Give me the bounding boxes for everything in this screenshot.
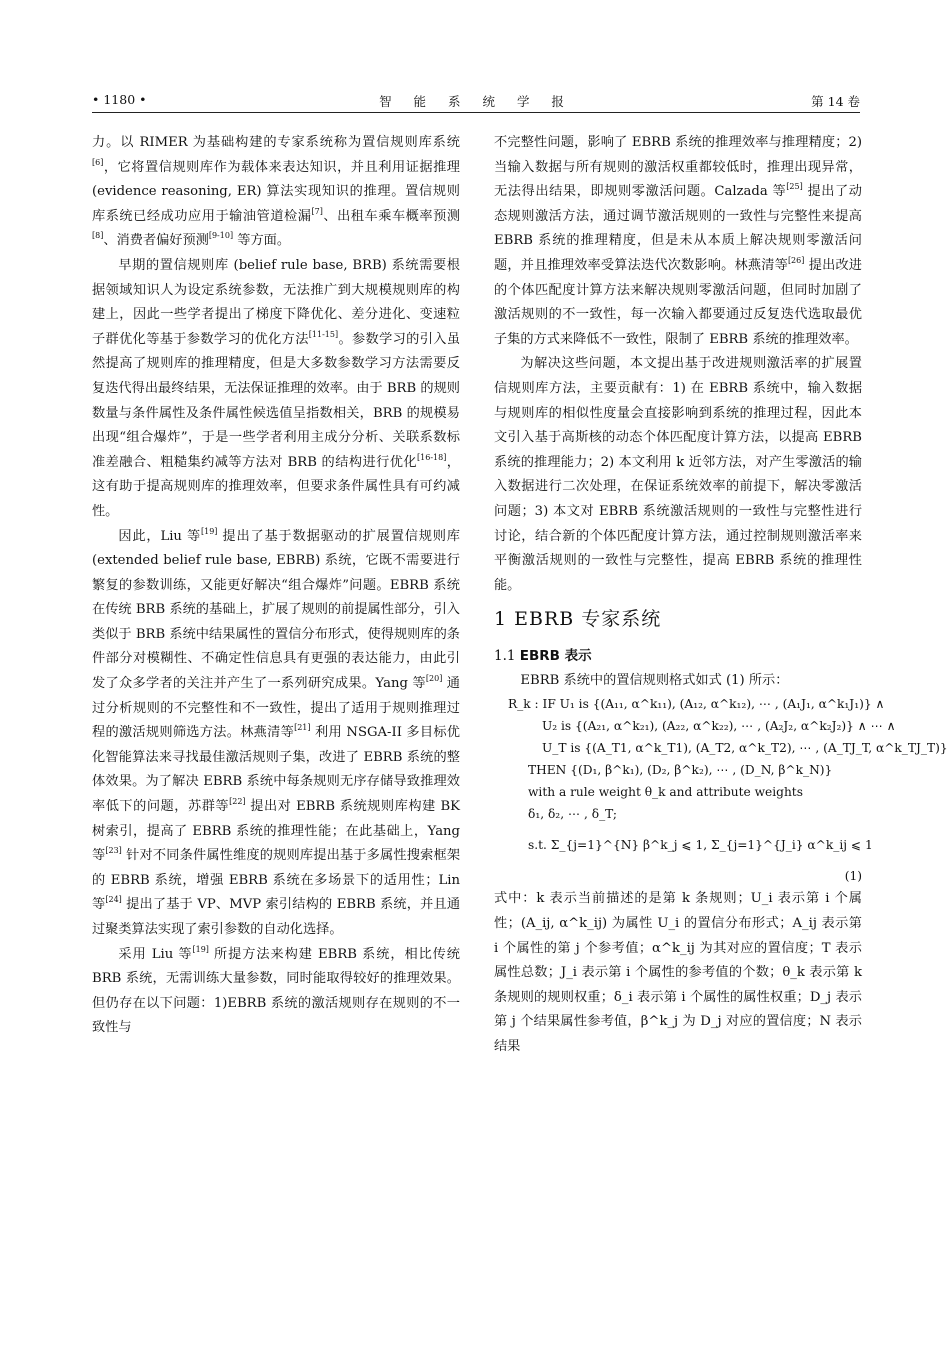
paragraph-symbol-definitions: 式中：k 表示当前描述的是第 k 条规则；U_i 表示第 i 个属性；(A_ij, α^k_ij) 为属性 U_i 的置信分布形式；A_ij 表示第 i 个属性的第 j 个参考值；α^k_ij 为其对应的置信度；T 表示属性总数；J_i 表示第 i 个属性的参考值的个数；θ_k 表示第 k 条规则的规则权重；δ_i 表示第 i 个属性的属性权重；D_j 表示第 j 个结果属性参考值，β^k_j 为 D_j 对应的置信度；N 表示结果 <box>494 891 862 1055</box>
volume-label: 第 14 卷 <box>811 94 860 109</box>
paragraph-rule-format: EBRB 系统中的置信规则格式如式 (1) 所示： <box>520 672 789 688</box>
page-header <box>92 92 860 113</box>
formula-line-7: s.t. Σ_{j=1}^{N} β^k_j ⩽ 1, Σ_{j=1}^{J_i} α^k_ij ⩽ 1 <box>528 838 873 853</box>
formula-line-5: with a rule weight θ_k and attribute weights <box>528 785 803 800</box>
subsection-title: 1.1 EBRB 表示 <box>494 648 592 665</box>
paragraph-problems: 采用 Liu 等[19] 所提方法来构建 EBRB 系统，相比传统 BRB 系统，无需训练大量参数，同时能取得较好的推理效果。但仍存在以下问题：1)EBRB 系统的激活规则存在规则的不一致性与 <box>92 944 460 1036</box>
equation-1 <box>494 693 948 887</box>
right-column <box>494 131 948 1060</box>
equation-number: (1) <box>844 869 862 884</box>
journal-title: 智 能 系 统 学 报 <box>379 94 573 109</box>
paragraph-intro: 力。以 RIMER 为基础构建的专家系统称为置信规则库系统[6]，它将置信规则库作为载体来表达知识，并且利用证据推理 (evidence reasoning, ER) 算法实现知识的推理。置信规则库系统已经成功应用于输油管道检漏[7]、出租车乘车概率预测[8]、消费者偏好预测[9-10] 等方面。 <box>92 135 461 249</box>
left-column <box>92 131 460 1041</box>
paragraph-ebrb-research: 因此，Liu 等[19] 提出了基于数据驱动的扩展置信规则库 (extended belief rule base, EBRB) 系统，它既不需要进行繁复的参数训练，又能更好解决“组合爆炸”问题。EBRB 系统在传统 BRB 系统的基础上，扩展了规则的前提属性部分，引入类似于 BRB 系统中结果属性的置信分布形式，使得规则库的条件部分对模糊性、不确定性信息具有更强的表达能力，由此引发了众多学者的关注并产生了一系列研究成果。Yang 等[20] 通过分析规则的不完整性和不一致性，提出了适用于规则推理过程的激活规则筛选方法。林燕清等[21] 利用 NSGA-II 多目标优化智能算法来寻找最佳激活规则子集，改进了 EBRB 系统的整体效果。为了解决 EBRB 系统中每条规则无序存储导致推理效率低下的问题，苏群等[22] 提出对 EBRB 系统规则库构建 BK 树索引，提高了 EBRB 系统的推理性能；在此基础上，Yang 等[23] 针对不同条件属性维度的规则库提出基于多属性搜索框架的 EBRB 系统，增强 EBRB 系统在多场景下的适用性；Lin 等[24] 提出了基于 VP、MVP 索引结构的 EBRB 系统，并且通过聚类算法实现了索引参数的自动化选择。 <box>92 526 461 937</box>
formula-line-6: δ₁, δ₂, ⋯ , δ_T; <box>528 807 617 822</box>
formula-line-3: U_T is {(A_T1, α^k_T1), (A_T2, α^k_T2), ⋯ , (A_TJ_T, α^k_TJ_T)} <box>542 741 948 756</box>
formula-line-1: R_k : IF U₁ is {(A₁₁, α^k₁₁), (A₁₂, α^k₁₂), ⋯ , (A₁J₁, α^k₁J₁)} ∧ <box>508 697 885 712</box>
formula-line-2: U₂ is {(A₂₁, α^k₂₁), (A₂₂, α^k₂₂), ⋯ , (A₂J₂, α^k₂J₂)} ∧ ⋯ ∧ <box>542 719 896 734</box>
paragraph-problems-cont: 不完整性问题，影响了 EBRB 系统的推理效率与推理精度；2) 当输入数据与所有规则的激活权重都较低时，推理出现异常，无法得出结果，即规则零激活问题。Calzada 等[25] 提出了动态规则激活方法，通过调节激活规则的一致性与完整性来提高 EBRB 系统的推理精度，但是未从本质上解决规则零激活问题，并且推理效率受算法迭代次数影响。林燕清等[26] 提出改进的个体匹配度计算方法来解决规则零激活问题，但同时加剧了激活规则的不一致性，每一次输入都要通过反复迭代选取最优子集的方式来降低不一致性，限制了 EBRB 系统的推理效率。 <box>494 135 862 347</box>
page-number: • 1180 • <box>92 92 147 107</box>
section-title: 1 EBRB 专家系统 <box>494 608 662 631</box>
paragraph-brb-history: 早期的置信规则库 (belief rule base, BRB) 系统需要根据领域知识人为设定系统参数，无法推广到大规模规则库的构建上，因此一些学者提出了梯度下降优化、差分进化、变速粒子群优化等基于参数学习的优化方法[11-15]。参数学习的引入虽然提高了规则库的推理精度，但是大多数参数学习方法需要反复迭代得出最终结果，无法保证推理的效率。由于 BRB 的规则数量与条件属性及条件属性候选值呈指数相关，BRB 的规模易出现“组合爆炸”，于是一些学者利用主成分分析、关联系数标准差融合、粗糙集约减等方法对 BRB 的结构进行优化[16-18]，这有助于提高规则库的推理效率，但要求条件属性具有可约减性。 <box>92 257 461 519</box>
formula-line-4: THEN {(D₁, β^k₁), (D₂, β^k₂), ⋯ , (D_N, β^k_N)} <box>528 763 833 778</box>
paragraph-contributions: 为解决这些问题，本文提出基于改进规则激活率的扩展置信规则库方法，主要贡献有：1) 在 EBRB 系统中，输入数据与规则库的相似性度量会直接影响到系统的推理过程，因此本文引入基于高斯核的动态个体匹配度计算方法，以提高 EBRB 系统的推理能力；2) 本文利用 k 近邻方法，对产生零激活的输入数据进行二次处理，在保证系统效率的前提下，解决零激活问题；3) 本文对 EBRB 系统激活规则的一致性与完整性进行讨论，结合新的个体匹配度计算方法，通过控制规则激活率来平衡激活规则的一致性与完整性，提高 EBRB 系统的推理性能。 <box>494 356 862 593</box>
